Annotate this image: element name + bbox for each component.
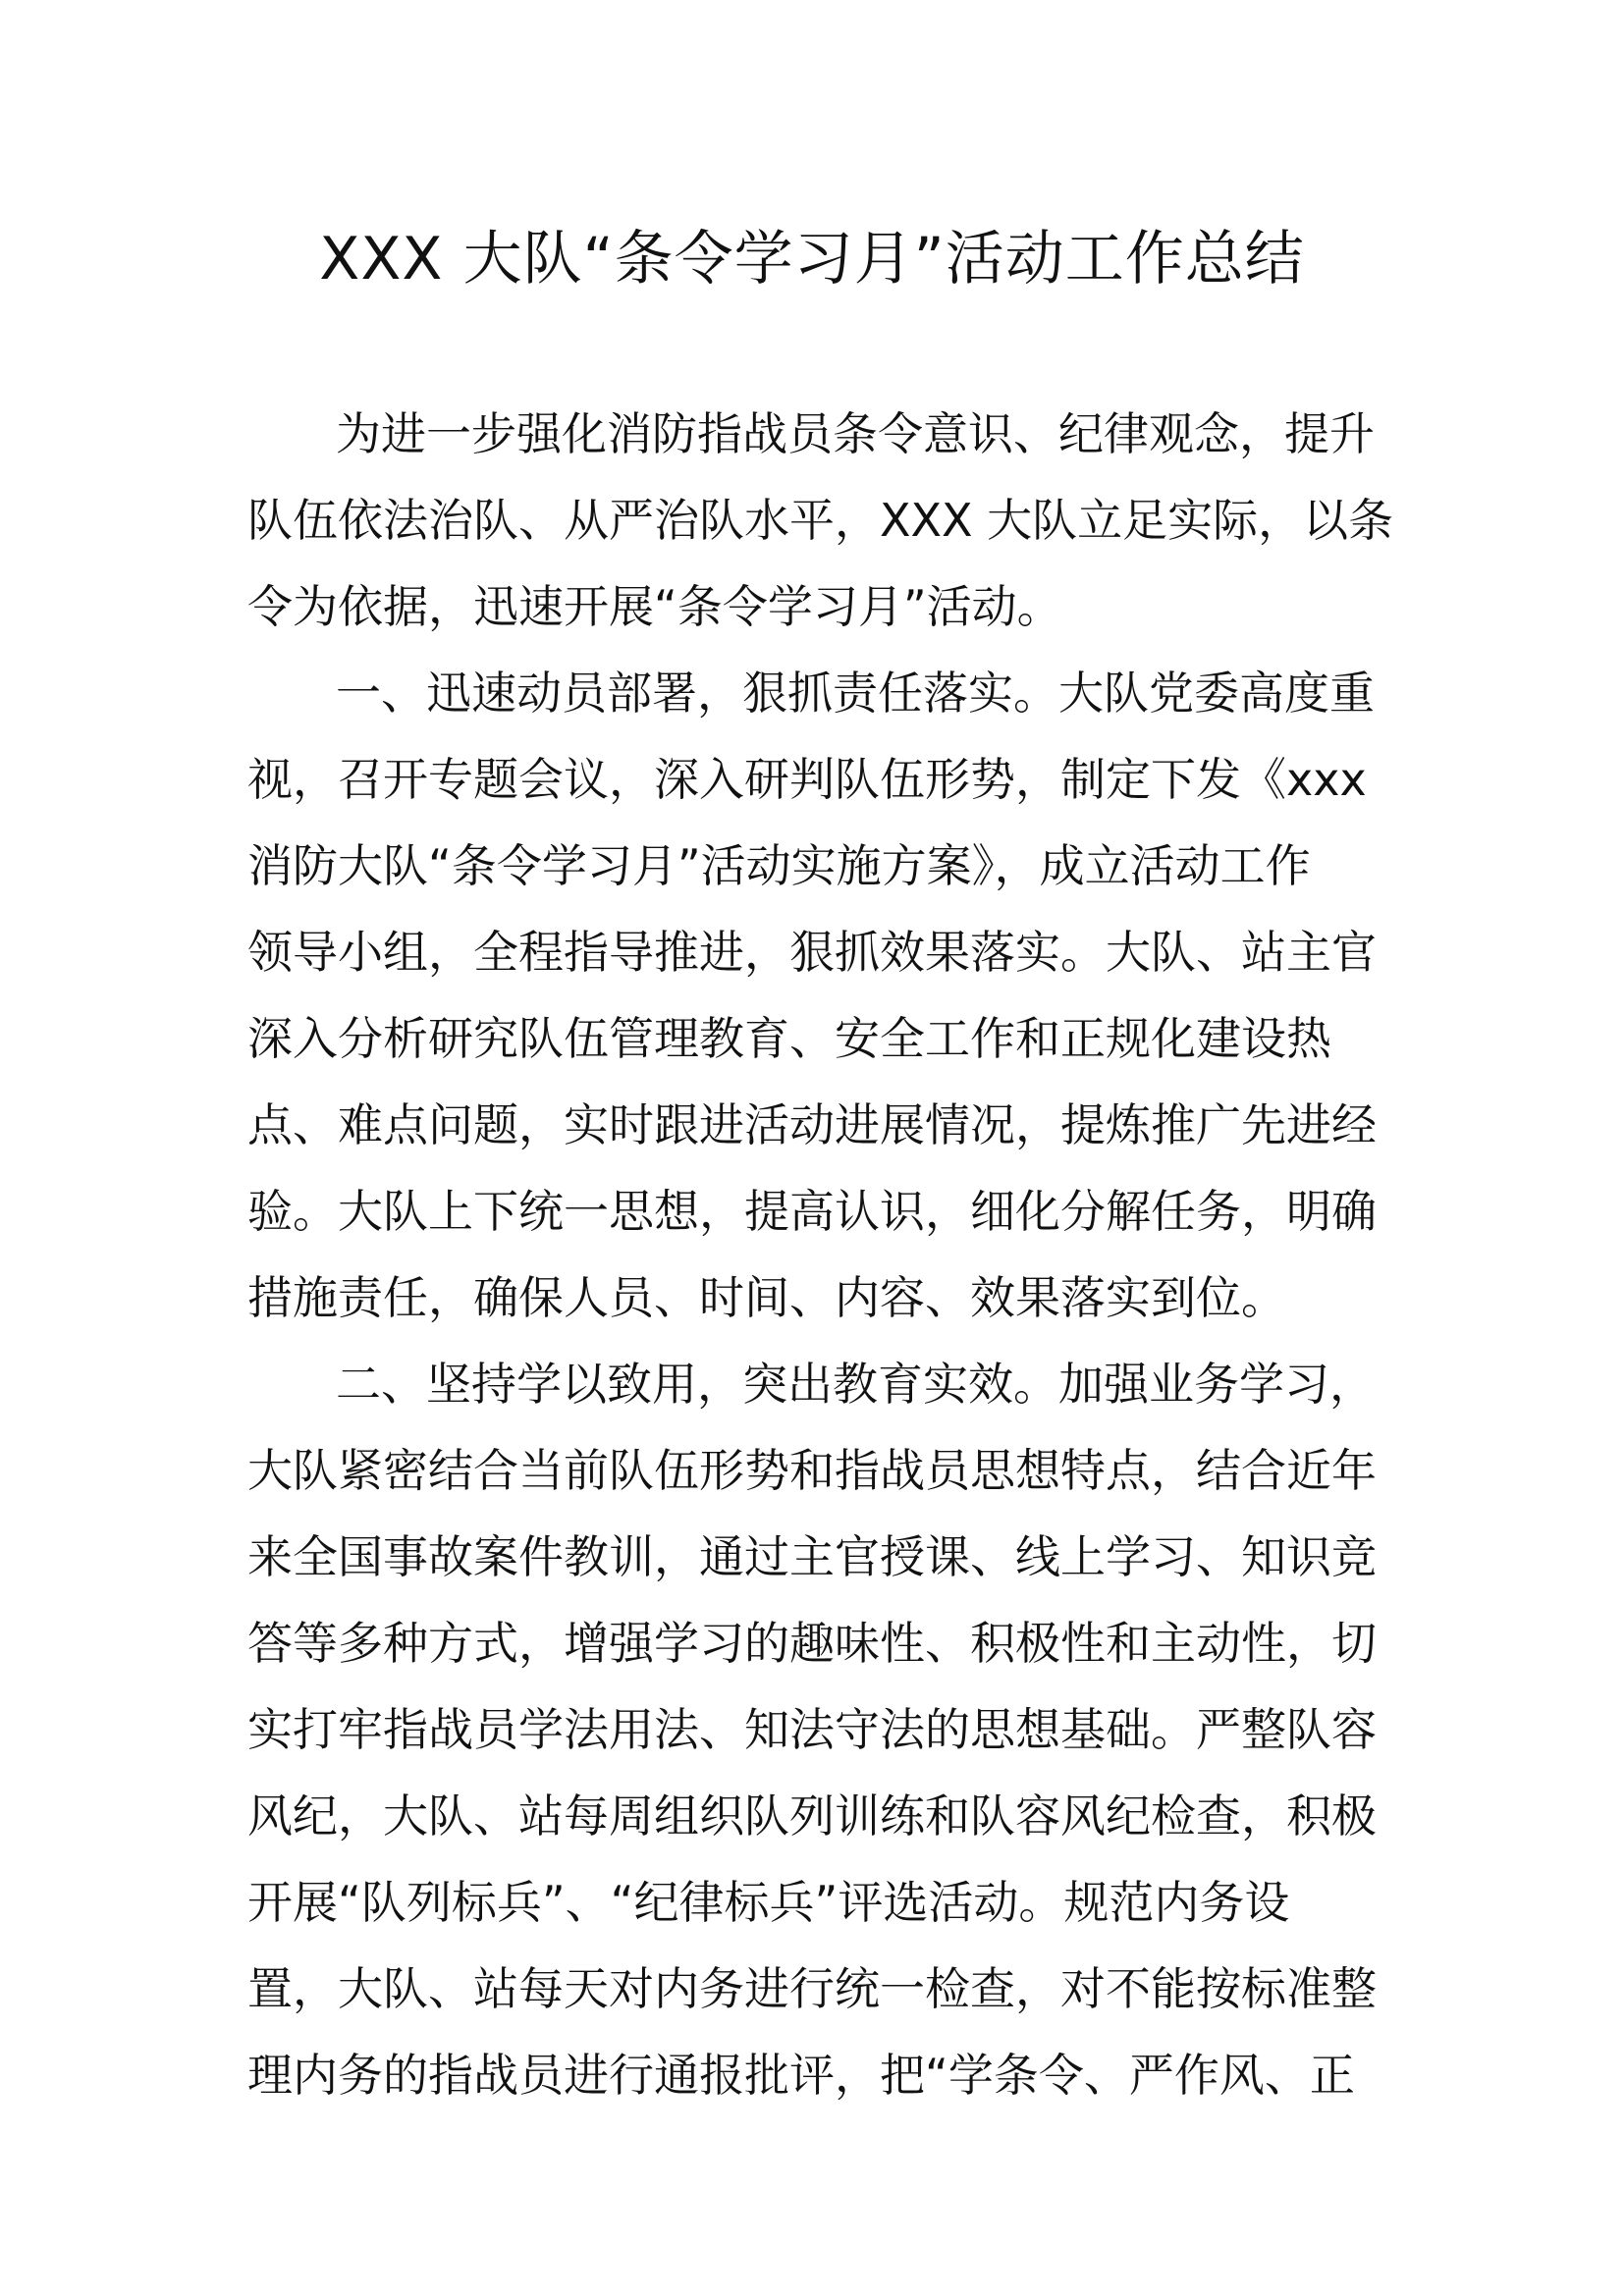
- paragraph-line: 令为依据，迅速开展“条令学习月”活动。: [247, 580, 1062, 633]
- document-title: XXX 大队“条令学习月”活动工作总结: [319, 225, 1305, 294]
- paragraph-intro: [247, 391, 1394, 650]
- document-body: [247, 391, 1394, 2118]
- paragraph-line: 队伍依法治队、从严治队水平，XXX 大队立足实际，以条: [247, 494, 1394, 547]
- paragraph-line: 措施责任，确保人员、时间、内容、效果落实到位。: [247, 1271, 1286, 1324]
- paragraph-line: 实打牢指战员学法用法、知法守法的思想基础。严整队容: [247, 1703, 1377, 1756]
- paragraph-line: 风纪，大队、站每周组织队列训练和队容风纪检查，积极: [247, 1789, 1377, 1842]
- paragraph-line: 消防大队“条令学习月”活动实施方案》，成立活动工作: [247, 839, 1311, 892]
- paragraph-section-two: [247, 1341, 1377, 2118]
- paragraph-line: 开展“队列标兵”、“纪律标兵”评选活动。规范内务设: [247, 1876, 1290, 1929]
- paragraph-line: 二、坚持学以致用，突出教育实效。加强业务学习，: [336, 1358, 1375, 1411]
- paragraph-line: 答等多种方式，增强学习的趣味性、积极性和主动性，切: [247, 1617, 1377, 1670]
- paragraph-line: 为进一步强化消防指战员条令意识、纪律观念，提升: [336, 407, 1375, 460]
- paragraph-line: 验。大队上下统一思想，提高认识，细化分解任务，明确: [247, 1185, 1377, 1238]
- paragraph-line: 领导小组，全程指导推进，狠抓效果落实。大队、站主官: [247, 926, 1377, 979]
- paragraph-line: 理内务的指战员进行通报批评，把“学条令、严作风、正: [247, 2049, 1355, 2102]
- paragraph-line: 大队紧密结合当前队伍形势和指战员思想特点，结合近年: [247, 1444, 1377, 1497]
- paragraph-line: 视，召开专题会议，深入研判队伍形势，制定下发《xxx: [247, 753, 1367, 806]
- paragraph-line: 置，大队、站每天对内务进行统一检查，对不能按标准整: [247, 1962, 1377, 2015]
- paragraph-line: 一、迅速动员部署，狠抓责任落实。大队党委高度重: [336, 667, 1375, 720]
- paragraph-line: 深入分析研究队伍管理教育、安全工作和正规化建设热: [247, 1012, 1331, 1065]
- paragraph-line: 来全国事故案件教训，通过主官授课、线上学习、知识竞: [247, 1530, 1377, 1583]
- paragraph-line: 点、难点问题，实时跟进活动进展情况，提炼推广先进经: [247, 1098, 1377, 1151]
- paragraph-section-one: [247, 650, 1377, 1341]
